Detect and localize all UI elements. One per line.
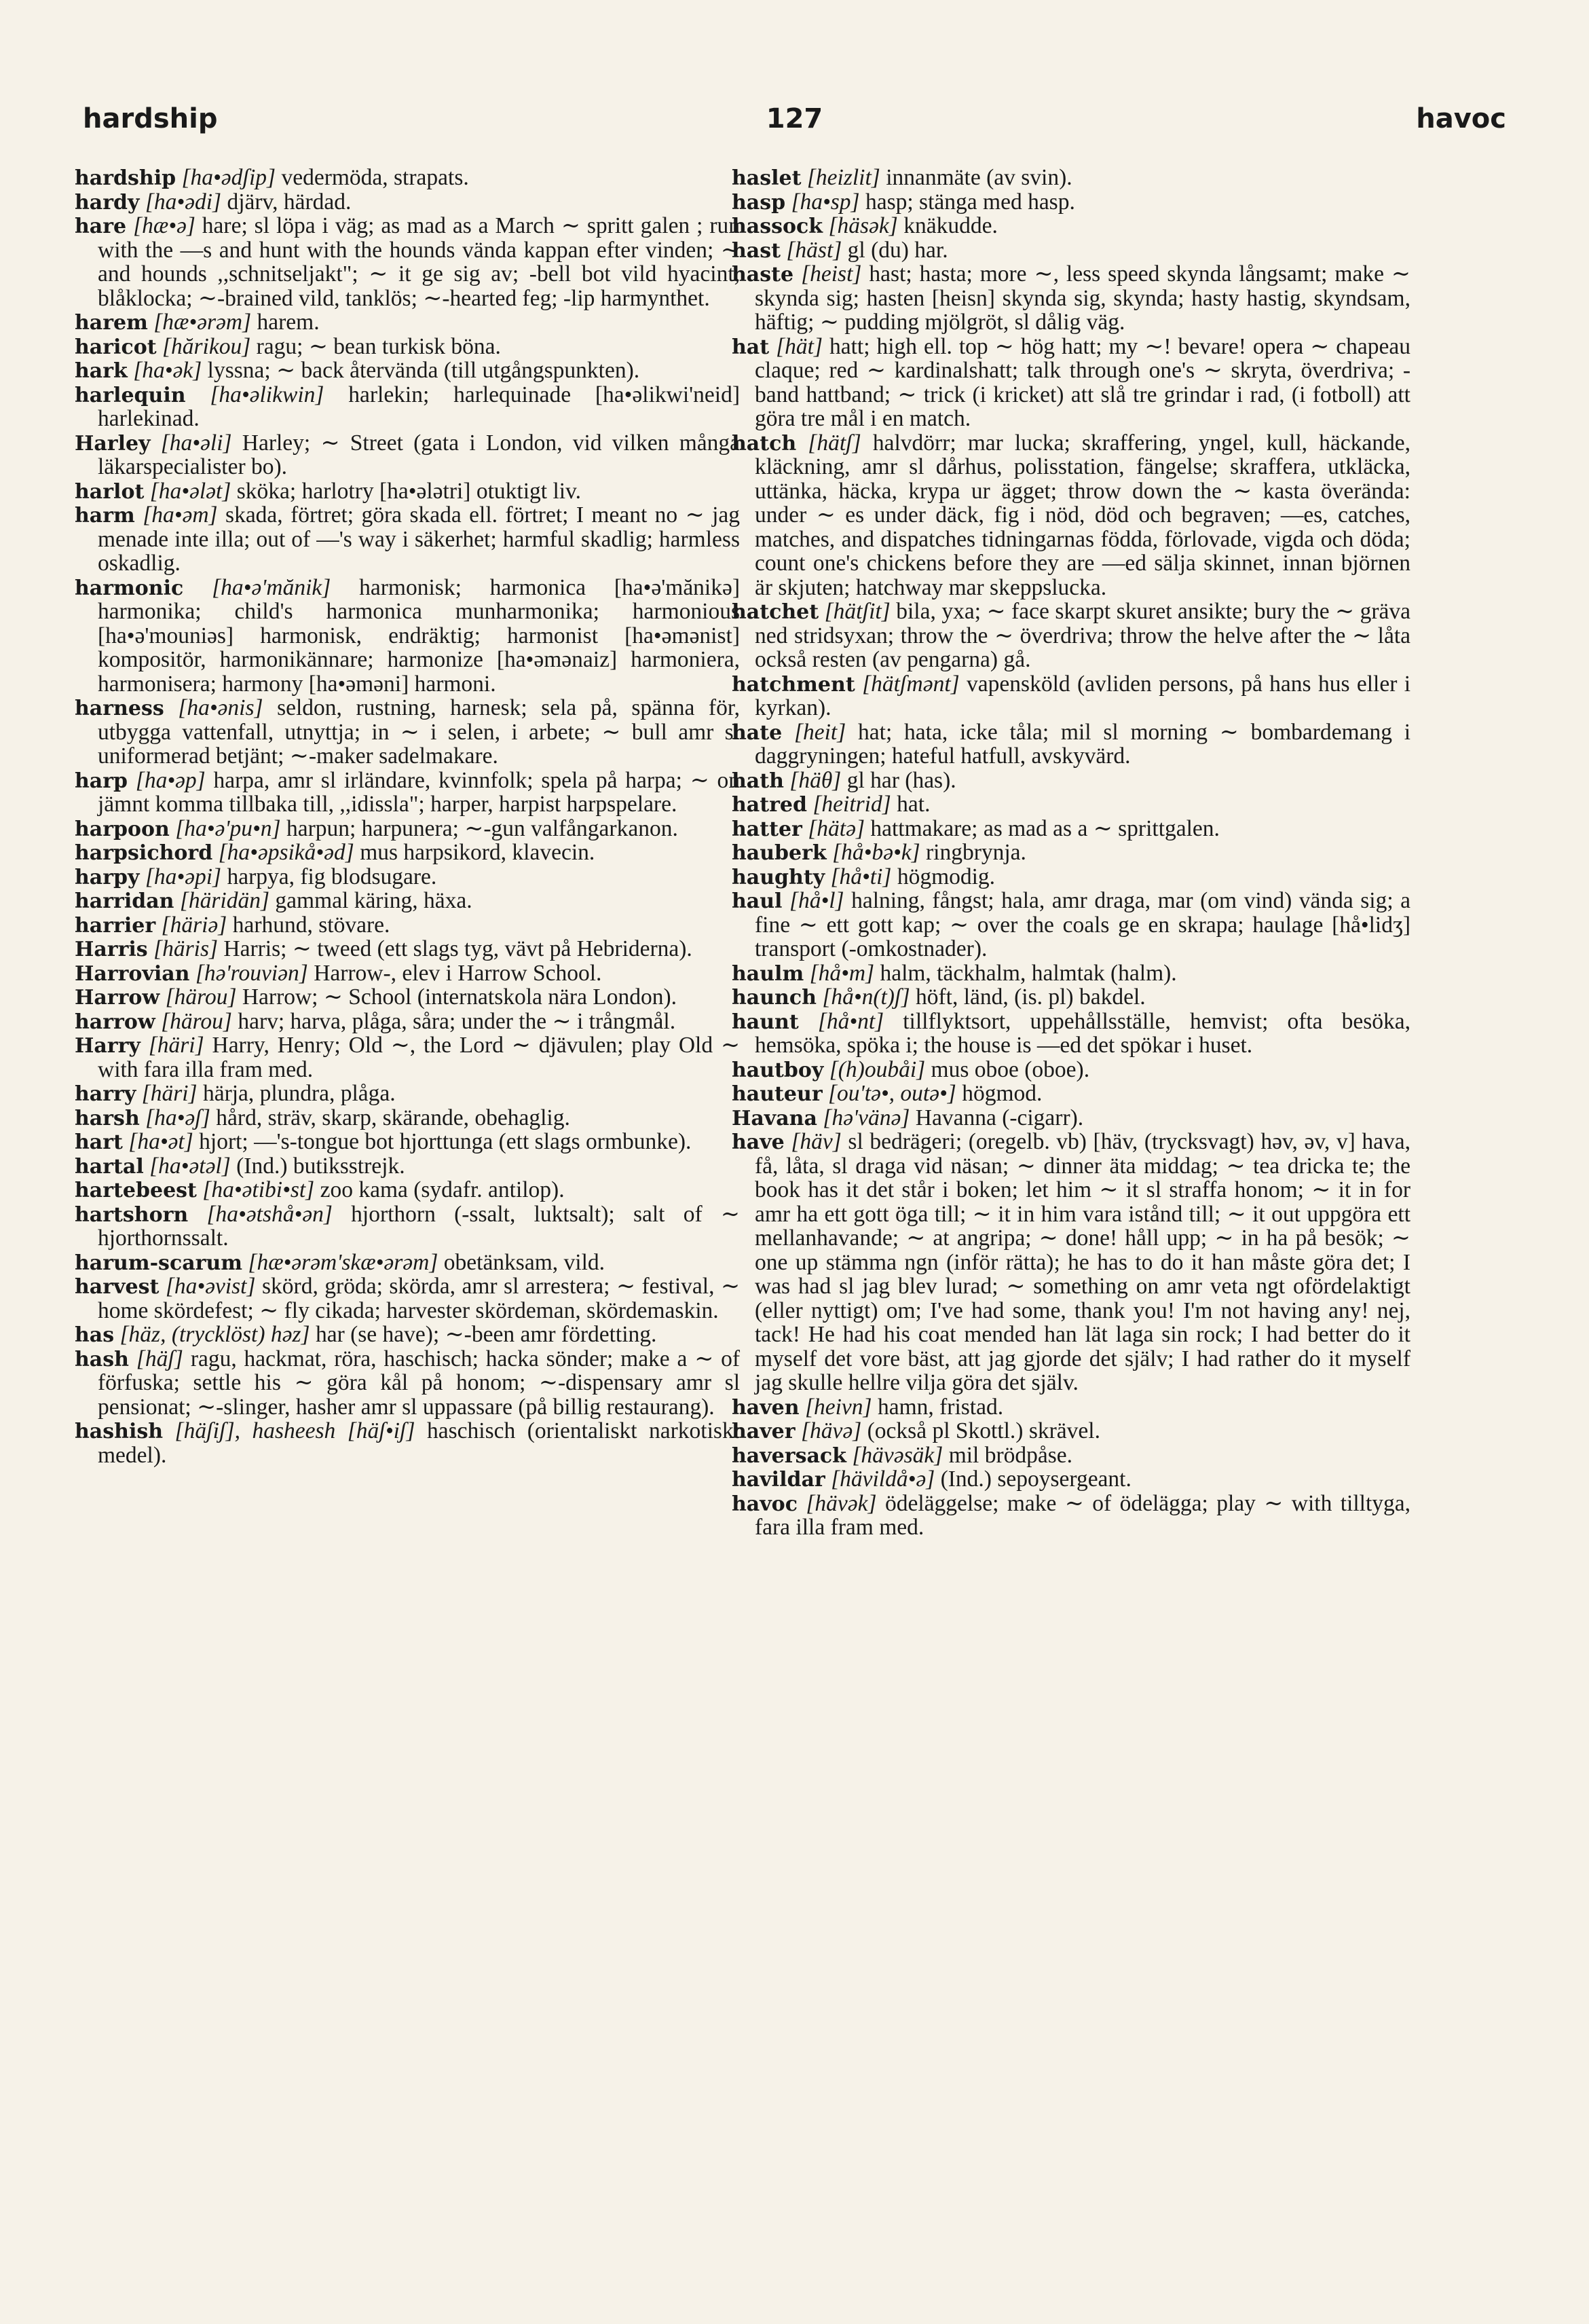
entry-definition: obetänksam, vild. [443, 1249, 605, 1275]
entry-headword: harrow [75, 1010, 155, 1034]
entry-headword: haulm [732, 961, 804, 986]
header-guide-word-left: hardship [83, 103, 218, 134]
entry-headword: hash [75, 1347, 129, 1371]
entry-pronunciation: [häriə] [161, 912, 227, 938]
dictionary-entry [732, 166, 1410, 190]
entry-headword: Harrow [75, 986, 160, 1010]
entry-pronunciation: [hävəsäk] [852, 1442, 943, 1468]
dictionary-entry [75, 1419, 740, 1467]
dictionary-entry [732, 1106, 1410, 1130]
entry-headword: hatchment [732, 672, 855, 697]
entry-definition: Harley; ∼ Street (gata i London, vid vilken många läkarspecialister bo). [98, 430, 740, 479]
entry-definition: mus harpsikord, klavecin. [360, 840, 595, 865]
entry-definition: halning, fångst; hala, amr draga, mar (om vind) vända sig; a fine ∼ ett gott kap; ∼ over the coals ge en skrapa; haulage [hå•lidʒ] transport (-omkostnader). [755, 888, 1411, 961]
dictionary-entry [75, 1323, 740, 1347]
entry-headword: harness [75, 697, 164, 720]
dictionary-entry [75, 479, 740, 504]
entry-definition: Harrow-, elev i Harrow School. [314, 960, 602, 986]
dictionary-entry [75, 383, 740, 431]
dictionary-entry [732, 769, 1410, 793]
entry-definition: seldon, rustning, harnesk; sela på, spänna för, utbygga vattenfall, utnyttja; in ∼ i selen, i arbete; ∼ bull amr sl uniformerad betjänt; ∼-maker sadelmakare. [98, 695, 741, 769]
entry-pronunciation: [häz, (trycklöst) həz] [119, 1322, 310, 1347]
dictionary-entry [75, 937, 740, 961]
entry-headword: hautboy [732, 1058, 824, 1082]
entry-definition: mil brödpåse. [948, 1442, 1073, 1468]
entry-pronunciation: [heizlit] [806, 165, 880, 190]
entry-pronunciation: [heivn] [804, 1394, 872, 1420]
dictionary-entry [732, 190, 1410, 215]
dictionary-entry [732, 985, 1410, 1010]
entry-headword: hashish [75, 1420, 164, 1443]
entry-pronunciation: [hå•ti] [830, 864, 892, 889]
entry-definition: högmodig. [897, 864, 996, 889]
dictionary-entry [75, 310, 740, 335]
entry-pronunciation: [hărikou] [162, 333, 251, 359]
entry-headword: haul [732, 889, 783, 913]
entry-headword: haver [732, 1420, 796, 1443]
entry-pronunciation: [ha•ənis] [178, 695, 263, 720]
entry-pronunciation: [hå•nt] [817, 1008, 884, 1034]
entry-headword: hassock [732, 215, 823, 238]
dictionary-entry [732, 841, 1410, 865]
dictionary-entry [732, 238, 1410, 263]
entry-headword: harsh [75, 1106, 140, 1130]
entry-definition: harhund, stövare. [232, 912, 390, 938]
dictionary-entry [732, 335, 1410, 431]
entry-headword: hare [75, 215, 127, 238]
right-column [732, 166, 1410, 1540]
entry-pronunciation: [hätʃit] [824, 599, 891, 624]
entry-definition: vedermöda, strapats. [281, 165, 469, 190]
dictionary-entry [732, 672, 1410, 720]
entry-definition: hård, sträv, skarp, skärande, obehaglig. [216, 1105, 570, 1130]
entry-pronunciation: [ha•əvist] [165, 1274, 256, 1299]
entry-definition: hat; hata, icke tåla; mil sl morning ∼ bombardemang i daggryningen; hateful hatfull, avskyvärd. [755, 719, 1411, 769]
entry-headword: hast [732, 238, 781, 263]
dictionary-entry [732, 792, 1410, 817]
entry-headword: harp [75, 769, 128, 793]
entry-pronunciation: [(h)oubåi] [829, 1056, 926, 1082]
entry-pronunciation: [ha•əlikwin] [210, 382, 324, 407]
entry-definition: (också pl Skottl.) skrävel. [867, 1418, 1100, 1443]
dictionary-entry [75, 503, 740, 576]
entry-headword: hartebeest [75, 1179, 197, 1202]
dictionary-entry [732, 600, 1410, 672]
entry-headword: havildar [732, 1468, 825, 1492]
entry-definition: Harrow; ∼ School (internatskola nära London). [242, 984, 677, 1010]
entry-definition: harv; harva, plåga, såra; under the ∼ i trångmål. [238, 1008, 676, 1034]
entry-pronunciation: [ha•əʃ] [145, 1105, 210, 1130]
entry-definition: djärv, härdad. [227, 189, 352, 215]
entry-pronunciation: [hävildå•ə] [831, 1467, 935, 1492]
entry-definition: (Ind.) butiksstrejk. [236, 1153, 405, 1179]
entry-definition: (Ind.) sepoysergeant. [940, 1467, 1132, 1492]
dictionary-entry [732, 1130, 1410, 1395]
dictionary-entry [75, 1251, 740, 1275]
entry-pronunciation: [hävək] [806, 1490, 877, 1516]
dictionary-entry [732, 1467, 1410, 1492]
dictionary-entry [75, 431, 740, 479]
entry-definition: hatt; high ell. top ∼ hög hatt; my ∼! bevare! opera ∼ chapeau claque; red ∼ kardinalshatt; talk through one's ∼ skryta, överdriva; -band hattband; ∼ trick (i kricket) att slå tre grindar i rad, (i fotboll) att göra tre mål i en match. [755, 333, 1411, 431]
entry-headword: harmonic [75, 576, 184, 600]
dictionary-entry [732, 431, 1410, 600]
dictionary-entry [75, 335, 740, 359]
dictionary-entry [732, 1395, 1410, 1420]
entry-definition: Harris; ∼ tweed (ett slags tyg, vävt på Hebriderna). [223, 936, 692, 961]
entry-pronunciation: [hätə] [808, 815, 865, 841]
entry-definition: hat. [897, 792, 931, 817]
dictionary-entry [75, 166, 740, 190]
entry-definition: ringbrynja. [926, 840, 1026, 865]
entry-pronunciation: [häst] [786, 237, 842, 263]
entry-pronunciation: [ha•ədi] [145, 189, 222, 215]
entry-pronunciation: [häʃiʃ], hasheesh [häʃ•iʃ] [174, 1418, 415, 1443]
entry-pronunciation: [hå•m] [809, 960, 875, 986]
entry-definition: harlekin; harlequinade [ha•əlikwi'neid] harlekinad. [98, 382, 741, 431]
entry-definition: harpya, fig blodsugare. [227, 864, 437, 889]
entry-definition: ragu; ∼ bean turkisk böna. [256, 333, 501, 359]
entry-pronunciation: [hæ•ərəm] [153, 310, 252, 335]
left-column [75, 166, 740, 1467]
entry-definition: har (se have); ∼-been amr fördetting. [315, 1322, 657, 1347]
entry-definition: hare; sl löpa i väg; as mad as a March ∼ spritt galen ; run with the —s and hunt with the hounds vända kappan efter vinden; ∼ and hounds ,,schnitseljakt"; ∼ it ge sig av; -bell bot vild hyacint, blåklocka; ∼-brained vild, tanklös; ∼-hearted feg; -lip harmynthet. [98, 213, 741, 311]
entry-headword: hauteur [732, 1082, 823, 1106]
entry-headword: hatter [732, 817, 802, 841]
entry-definition: hamn, fristad. [877, 1394, 1004, 1420]
entry-definition: halvdörr; mar lucka; skraffering, yngel, kull, häckande, kläckning, amr sl dårhus, polisstation, fängelse; skraffera, utkläcka, uttänka, häcka, krypa ur ägget; throw down the ∼ kasta överända: under ∼ es under däck, fig i nöd, död och begraven; —es, catches, matches, and dispatches tidningarnas födda, förlovade, vigda och döda; count one's chickens before they are —ed sälja skinnet, innan björnen är skjuten; hatchway mar skeppslucka. [755, 430, 1410, 600]
dictionary-entry [75, 817, 740, 841]
entry-definition: haschisch (orientaliskt narkotiskt medel). [98, 1418, 741, 1468]
entry-definition: sköka; harlotry [ha•ələtri] otuktigt liv. [236, 478, 582, 504]
entry-pronunciation: [ha•ətshå•ən] [206, 1201, 333, 1227]
dictionary-entry [75, 841, 740, 865]
entry-definition: gammal käring, häxa. [275, 888, 472, 913]
entry-pronunciation: [häris] [153, 936, 219, 961]
entry-definition: skada, förtret; göra skada ell. förtret; I meant no ∼ jag menade inte illa; out of —'s way i säkerhet; harmful skadlig; harmless oskadlig. [98, 502, 741, 576]
entry-definition: harem. [257, 310, 320, 335]
entry-pronunciation: [hät] [776, 333, 823, 359]
entry-headword: harrier [75, 913, 156, 938]
dictionary-entry [75, 865, 740, 889]
entry-pronunciation: [härou] [165, 984, 237, 1010]
entry-headword: harridan [75, 889, 174, 913]
entry-headword: harlequin [75, 383, 186, 407]
dictionary-entry [75, 1106, 740, 1130]
entry-pronunciation: [hæ•ərəm'skæ•ərəm] [248, 1249, 438, 1275]
entry-pronunciation: [ha•əp] [135, 767, 206, 793]
entry-headword: hark [75, 359, 128, 383]
entry-headword: havoc [732, 1492, 798, 1516]
entry-definition: harpa, amr sl irländare, kvinnfolk; spela på harpa; ∼ on jämnt komma tillbaka till, ,,idissla"; harper, harpist harpspelare. [98, 767, 741, 817]
entry-headword: harry [75, 1082, 136, 1106]
dictionary-entry [732, 1419, 1410, 1443]
entry-definition: innanmäte (av svin). [886, 165, 1072, 190]
entry-headword: have [732, 1130, 785, 1154]
entry-pronunciation: [ha•ətibi•st] [202, 1177, 315, 1202]
entry-headword: hauberk [732, 841, 827, 865]
entry-headword: hate [732, 720, 783, 745]
page-number: 127 [766, 103, 823, 134]
dictionary-entry [732, 865, 1410, 889]
entry-pronunciation: [ha•ət] [128, 1129, 193, 1154]
entry-headword: haunch [732, 986, 817, 1010]
entry-definition: skörd, gröda; skörda, amr sl arrestera; ∼ festival, ∼ home skördefest; ∼ fly cikada; harvester skördeman, skördemaskin. [98, 1274, 741, 1323]
dictionary-entry [75, 1347, 740, 1420]
dictionary-entry [75, 1033, 740, 1082]
dictionary-entry [75, 913, 740, 938]
entry-definition: ragu, hackmat, röra, haschisch; hacka sönder; make a ∼ of förfuska; settle his ∼ göra kål på honom; ∼-dispensary amr sl pensionat; ∼-slinger, hasher amr sl uppassare (på billig restaurang). [98, 1346, 741, 1420]
entry-definition: zoo kama (sydafr. antilop). [320, 1177, 565, 1202]
entry-pronunciation: [ha•əpi] [145, 864, 222, 889]
entry-pronunciation: [hävə] [800, 1418, 862, 1443]
dictionary-entry [732, 961, 1410, 986]
entry-headword: harum-scarum [75, 1251, 243, 1275]
entry-pronunciation: [ou'tə•, outə•] [828, 1081, 956, 1106]
entry-definition: harmonisk; harmonica [ha•ə'mănikə] harmonika; child's harmonica munharmonika; harmonious [ha•ə'mouniəs] harmonisk, endräktig; harmonist [ha•əmənist] kompositör, harmonikännare; harmonize [ha•əmənaiz] harmoniera, harmonisera; harmony [ha•əməni] harmoni. [98, 574, 741, 697]
entry-pronunciation: [häri] [148, 1033, 204, 1058]
entry-pronunciation: [hätʃ] [808, 430, 861, 456]
entry-pronunciation: [hə'rouviən] [195, 960, 308, 986]
entry-pronunciation: [heist] [801, 261, 862, 287]
entry-headword: hatred [732, 793, 807, 817]
entry-pronunciation: [heit] [793, 719, 846, 745]
entry-headword: hatch [732, 431, 797, 456]
entry-definition: Harry, Henry; Old ∼, the Lord ∼ djävulen; play Old ∼ with fara illa fram med. [98, 1033, 741, 1082]
entry-headword: hartshorn [75, 1202, 189, 1227]
entry-pronunciation: [hå•bə•k] [832, 840, 920, 865]
entry-pronunciation: [häsək] [828, 213, 898, 238]
entry-headword: Havana [732, 1106, 817, 1130]
entry-pronunciation: [häri] [141, 1081, 198, 1106]
entry-pronunciation: [ha•əpsikå•əd] [218, 840, 354, 865]
entry-headword: hasp [732, 190, 786, 215]
dictionary-entry [732, 214, 1410, 238]
entry-pronunciation: [hå•l] [789, 888, 844, 913]
dictionary-entry [75, 696, 740, 769]
entry-definition: bila, yxa; ∼ face skarpt skuret ansikte; bury the ∼ gräva ned stridsyxan; throw the ∼ överdriva; throw the helve after the ∼ låta också resten (av pengarna) gå. [755, 599, 1411, 672]
entry-definition: hast; hasta; more ∼, less speed skynda långsamt; make ∼ skynda sig; hasten [heisn] skynda sig, skynda; hasty hastig, skyndsam, häftig; ∼ pudding mjölgröt, sl dålig väg. [755, 261, 1411, 335]
entry-headword: harpsichord [75, 841, 213, 865]
entry-headword: harpoon [75, 817, 170, 841]
entry-headword: harpy [75, 865, 140, 889]
entry-definition: högmod. [962, 1081, 1043, 1106]
entry-pronunciation: [ha•ə'pu•n] [175, 815, 281, 841]
entry-definition: hjort; —'s-tongue bot hjorttunga (ett slags ormbunke). [199, 1129, 692, 1154]
dictionary-entry [75, 214, 740, 310]
entry-headword: harlot [75, 479, 145, 504]
entry-pronunciation: [häv] [791, 1129, 842, 1154]
entry-definition: knäkudde. [903, 213, 998, 238]
entry-pronunciation: [ha•ədʃip] [181, 165, 276, 190]
entry-headword: has [75, 1323, 115, 1347]
dictionary-entry [75, 1082, 740, 1106]
entry-pronunciation: [häʃ] [136, 1346, 183, 1371]
entry-headword: harm [75, 504, 135, 528]
dictionary-entry [732, 1082, 1410, 1106]
entry-headword: hatchet [732, 600, 819, 624]
entry-headword: hardy [75, 190, 140, 215]
entry-definition: härja, plundra, plåga. [202, 1081, 396, 1106]
dictionary-entry [75, 358, 740, 383]
entry-definition: höft, länd, (is. pl) bakdel. [915, 984, 1146, 1010]
dictionary-entry [75, 985, 740, 1010]
entry-pronunciation: [ha•ətəl] [149, 1153, 231, 1179]
entry-headword: haricot [75, 335, 157, 359]
entry-definition: vapensköld (avliden persons, på hans hus eller i kyrkan). [755, 671, 1411, 720]
entry-definition: lyssna; ∼ back återvända (till utgångspunkten). [207, 358, 640, 383]
entry-headword: haunt [732, 1010, 799, 1034]
dictionary-entry [75, 576, 740, 697]
entry-definition: hattmakare; as mad as a ∼ sprittgalen. [870, 815, 1220, 841]
entry-pronunciation: [ha•əm] [143, 502, 218, 528]
dictionary-entry [75, 1154, 740, 1179]
dictionary-entry [732, 1492, 1410, 1540]
entry-headword: Harley [75, 431, 151, 456]
dictionary-entry [732, 262, 1410, 335]
entry-pronunciation: [härou] [161, 1008, 232, 1034]
entry-headword: hath [732, 769, 784, 793]
entry-headword: hart [75, 1130, 123, 1154]
entry-definition: hasp; stänga med hasp. [865, 189, 1075, 215]
entry-pronunciation: [ha•sp] [791, 189, 860, 215]
entry-definition: Havanna (-cigarr). [915, 1105, 1084, 1130]
entry-definition: harpun; harpunera; ∼-gun valfångarkanon. [286, 815, 678, 841]
dictionary-entry [75, 961, 740, 986]
entry-headword: haslet [732, 166, 802, 190]
entry-headword: harvest [75, 1275, 160, 1299]
dictionary-entry [75, 1274, 740, 1323]
entry-pronunciation: [hå•n(t)ʃ] [822, 984, 910, 1010]
entry-pronunciation: [hätʃmənt] [862, 671, 960, 697]
dictionary-entry [732, 1058, 1410, 1082]
entry-headword: haven [732, 1395, 800, 1420]
running-header [76, 103, 1513, 144]
dictionary-entry [732, 720, 1410, 769]
header-guide-word-right: havoc [1416, 103, 1506, 134]
entry-headword: hardship [75, 166, 176, 190]
entry-definition: tillflyktsort, uppehållsställe, hemvist; ofta besöka, hemsöka, spöka i; the house is —ed det spökar i huset. [755, 1008, 1411, 1058]
entry-pronunciation: [ha•əli] [160, 430, 232, 456]
entry-pronunciation: [häridän] [179, 888, 270, 913]
entry-headword: Harris [75, 938, 148, 961]
dictionary-entry [732, 817, 1410, 841]
dictionary-entry [75, 1178, 740, 1202]
entry-headword: Harry [75, 1034, 141, 1058]
entry-definition: ödeläggelse; make ∼ of ödelägga; play ∼ with tilltyga, fara illa fram med. [755, 1490, 1411, 1540]
entry-pronunciation: [heitrid] [812, 792, 891, 817]
entry-definition: gl (du) har. [847, 237, 948, 263]
entry-headword: harem [75, 311, 148, 335]
entry-definition: mus oboe (oboe). [931, 1056, 1090, 1082]
dictionary-entry [732, 1010, 1410, 1058]
entry-definition: halm, täckhalm, halmtak (halm). [880, 960, 1177, 986]
entry-headword: haste [732, 263, 794, 287]
dictionary-entry [75, 1130, 740, 1154]
entry-headword: hat [732, 335, 770, 359]
entry-pronunciation: [hə'vänə] [823, 1105, 910, 1130]
entry-pronunciation: [ha•ə'mănik] [212, 574, 331, 600]
entry-pronunciation: [ha•ək] [133, 358, 202, 383]
entry-pronunciation: [hæ•ə] [133, 213, 195, 238]
entry-definition: hjorthorn (-ssalt, luktsalt); salt of ∼ hjorthornssalt. [98, 1201, 740, 1251]
dictionary-entry [75, 1202, 740, 1251]
entry-headword: hartal [75, 1154, 144, 1179]
dictionary-entry [75, 769, 740, 817]
entry-pronunciation: [ha•ələt] [149, 478, 231, 504]
entry-definition: sl bedrägeri; (oregelb. vb) [häv, (trycksvagt) həv, əv, v] hava, få, låta, sl draga vid näsan; ∼ dinner äta middag; ∼ tea dricka te; the book has it det står i boken; let him ∼ it sl straffa honom; ∼ it in for amr ha ett gott öga till; ∼ it in him vara istånd till; ∼ it out uppgöra ett mellanhavande; ∼ at angripa; ∼ done! håll upp; ∼ in ha på besök; ∼ one up stämma ngn (inför rätta); he has to do it han måste göra det; I was had sl jag blev lurad; ∼ something on amr veta ngt ofördelaktigt (eller nyttigt) om; I've had some, thank you! I'm not having any! nej, tack! He had his coat mended han lät laga sin rock; I had better do it myself det vore bäst, att jag gjorde det själv; I had rather do it myself jag skulle hellre vilja göra det själv. [755, 1129, 1410, 1395]
dictionary-entry [75, 1010, 740, 1034]
dictionary-entry [75, 889, 740, 913]
dictionary-entry [75, 190, 740, 215]
entry-headword: haversack [732, 1443, 846, 1468]
dictionary-entry [732, 1443, 1410, 1468]
entry-headword: Harrovian [75, 961, 190, 986]
dictionary-entry [732, 889, 1410, 961]
entry-definition: gl har (has). [846, 767, 956, 793]
entry-pronunciation: [häθ] [789, 767, 842, 793]
entry-headword: haughty [732, 865, 825, 889]
